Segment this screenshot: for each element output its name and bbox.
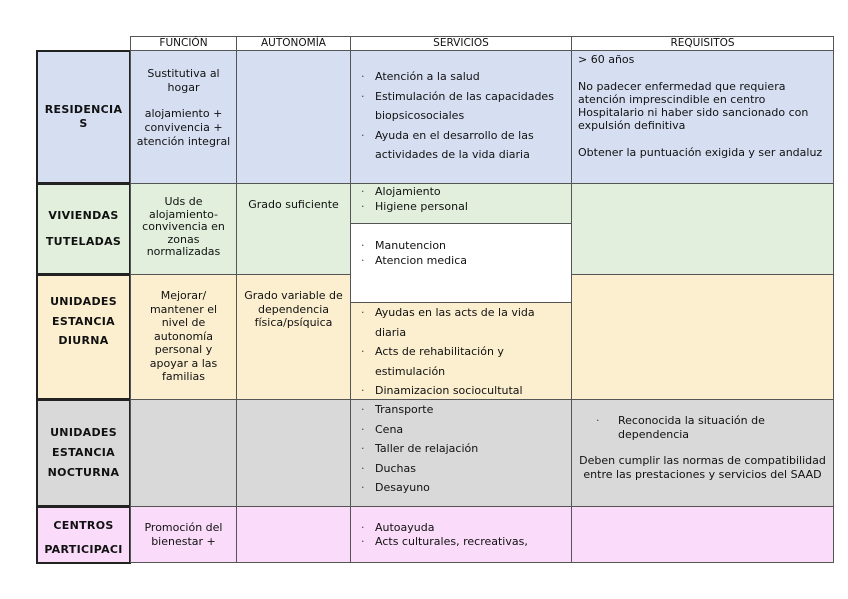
funcion-cell-viviendas	[130, 183, 237, 275]
requisito-text: Deben cumplir las normas de compatibilidad entre las prestaciones y servicios del SAAD	[579, 454, 826, 481]
servicio-item: · Dinamizacion sociocultutal	[357, 381, 565, 401]
funcion-line: autonomía	[154, 329, 213, 343]
servicio-item: · Estimulación de las capacidades biopsicosociales	[357, 87, 565, 126]
servicios-list	[357, 67, 565, 165]
autonomia-line: dependencia	[257, 302, 330, 316]
servicios-list	[357, 400, 565, 498]
servicio-item: · Alojamiento	[357, 184, 565, 199]
servicios-cell-shared	[350, 223, 572, 303]
requisito-list	[578, 414, 827, 442]
funcion-line: apoyar a las	[149, 356, 218, 370]
row-label-line: TUTELADAS	[45, 235, 122, 248]
row-label-line: PARTICIPACI	[44, 543, 123, 556]
funcion-line: familias	[162, 370, 205, 383]
header-requisitos: REQUISITOS	[571, 36, 834, 51]
funcion-cell-nocturna	[130, 399, 237, 507]
servicio-item: · Cena	[357, 420, 565, 440]
servicio-item: · Duchas	[357, 459, 565, 479]
row-label-centros	[36, 506, 131, 564]
requisitos-cell-diurna	[571, 274, 834, 400]
servicio-item: · Atención a la salud	[357, 67, 565, 87]
requisito-text: > 60 años	[578, 53, 635, 66]
funcion-line: Uds de	[164, 195, 203, 208]
row-label-line: UNIDADES	[50, 295, 117, 308]
servicio-item: · Desayuno	[357, 478, 565, 498]
row-label-viviendas	[36, 183, 131, 275]
requisitos-cell-viviendas	[571, 183, 834, 275]
row-label-line: VIVIENDAS	[48, 209, 119, 222]
funcion-line: convivencia +	[144, 121, 223, 134]
autonomia-cell-nocturna	[236, 399, 351, 507]
funcion-cell-residencias	[130, 50, 237, 184]
header-autonomia: AUTONOMÍA	[236, 36, 351, 51]
servicio-item: · Acts de rehabilitación y estimulación	[357, 342, 565, 381]
funcion-line: Sustitutiva al	[147, 67, 220, 80]
header-servicios: SERVICIOS	[350, 36, 572, 51]
funcion-line: personal y	[154, 343, 213, 356]
autonomia-cell-diurna	[236, 274, 351, 400]
requisito-text: Obtener la puntuación exigida y ser andaluz	[578, 146, 823, 159]
requisitos-cell-nocturna	[571, 399, 834, 507]
funcion-line: Promoción del	[144, 521, 223, 534]
servicios-cell-nocturna	[350, 399, 572, 507]
funcion-cell-centros	[130, 506, 237, 563]
header-funcion: FUNCIÓN	[130, 36, 237, 51]
servicios-list	[357, 303, 565, 401]
requisitos-cell-residencias	[571, 50, 834, 184]
servicio-item: · Higiene personal	[357, 199, 565, 214]
funcion-line: mantener el	[149, 302, 218, 316]
row-label-line: RESIDENCIA	[44, 103, 123, 116]
servicios-list	[357, 184, 565, 214]
row-label-diurna	[36, 274, 131, 400]
row-label-line: ESTANCIA	[52, 314, 115, 328]
servicios-cell-residencias	[350, 50, 572, 184]
funcion-line: atención integral	[136, 135, 231, 148]
servicio-item: · Manutencion	[357, 238, 565, 253]
requisito-item: · Reconocida la situación de dependencia	[592, 414, 827, 442]
requisitos-cell-centros	[571, 506, 834, 563]
row-label-line: CENTROS	[53, 519, 114, 532]
servicios-cell-viviendas	[350, 183, 572, 224]
servicios-cell-diurna	[350, 302, 572, 400]
servicios-cell-centros	[350, 506, 572, 563]
servicios-list	[357, 238, 565, 268]
funcion-cell-diurna	[130, 274, 237, 400]
funcion-line: bienestar +	[151, 535, 216, 548]
servicio-item: · Transporte	[357, 400, 565, 420]
requisito-text: No padecer enfermedad que requiera atención imprescindible en centro Hospitalario ni haber sido sancionado con expulsión definitiva	[578, 80, 809, 132]
funcion-line: Mejorar/	[160, 289, 207, 302]
servicio-item: · Ayuda en el desarrollo de las actividades de la vida diaria	[357, 126, 565, 165]
funcion-line: normalizadas	[146, 245, 221, 258]
funcion-line: alojamiento-	[148, 207, 219, 221]
servicio-item: · Ayudas en las acts de la vida diaria	[357, 303, 565, 342]
servicio-item: · Atencion medica	[357, 253, 565, 268]
funcion-line: zonas	[167, 232, 200, 246]
servicio-item: · Acts culturales, recreativas,	[357, 535, 565, 549]
autonomia-line: Grado variable de	[244, 289, 343, 302]
funcion-line: alojamiento +	[144, 107, 223, 120]
funcion-line: convivencia en	[142, 220, 225, 233]
row-label-line: UNIDADES	[50, 426, 117, 439]
funcion-line: nivel de	[161, 316, 206, 329]
autonomia-cell-centros	[236, 506, 351, 563]
servicios-list	[357, 521, 565, 549]
row-label-line: ESTANCIA	[52, 446, 115, 459]
row-label-residencias	[36, 50, 131, 184]
row-label-line: NOCTURNA	[47, 466, 120, 479]
autonomia-cell-viviendas	[236, 183, 351, 275]
funcion-line: hogar	[167, 81, 200, 94]
row-label-line: DIURNA	[58, 334, 109, 347]
autonomia-line: física/psíquica	[254, 316, 333, 329]
row-label-line: S	[79, 117, 88, 130]
autonomia-cell-residencias	[236, 50, 351, 184]
row-label-nocturna	[36, 399, 131, 507]
servicio-item: · Taller de relajación	[357, 439, 565, 459]
servicio-item: · Autoayuda	[357, 521, 565, 535]
autonomia-line: Grado suficiente	[248, 198, 339, 211]
